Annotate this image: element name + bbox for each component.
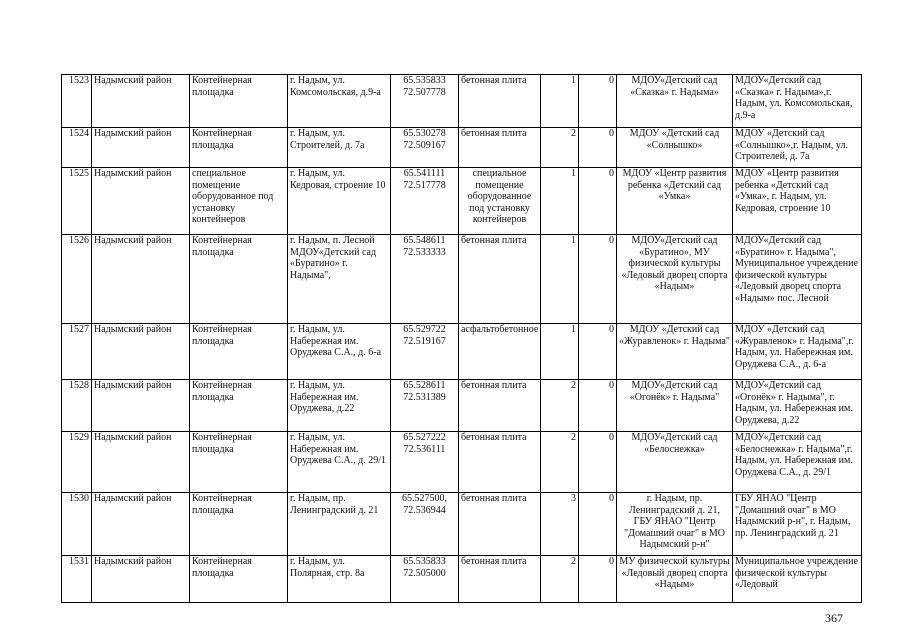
surface-cell: бетонная плита bbox=[459, 556, 541, 603]
container-count-cell: 2 bbox=[541, 128, 579, 168]
page-number: 367 bbox=[825, 611, 843, 625]
surface-cell: специальное помещение оборудованное под установку контейнеров bbox=[459, 168, 541, 235]
container-count-cell: 1 bbox=[541, 235, 579, 324]
address-cell: г. Надым, ул. Комсомольская, д.9-а bbox=[288, 75, 391, 128]
surface-cell: бетонная плита bbox=[459, 75, 541, 128]
volume-cell: 0 bbox=[579, 380, 617, 432]
surface-cell: бетонная плита bbox=[459, 493, 541, 556]
row-number: 1528 bbox=[62, 380, 92, 432]
waste-source-cell: МДОУ «Детский сад «Солнышко»,г. Надым, ул. Строителей, д. 7а bbox=[733, 128, 862, 168]
container-count-cell: 2 bbox=[541, 432, 579, 493]
row-number: 1527 bbox=[62, 324, 92, 380]
waste-source-cell: ГБУ ЯНАО "Центр "Домашний очаг" в МО Надымский р-н", г. Надым, пр. Ленинградский д. 21 bbox=[733, 493, 862, 556]
address-cell: г. Надым, п. Лесной МДОУ«Детский сад «Буратино» г. Надыма", bbox=[288, 235, 391, 324]
surface-cell: бетонная плита bbox=[459, 380, 541, 432]
table-row bbox=[62, 128, 862, 168]
table-row bbox=[62, 235, 862, 324]
district-cell: Надымский район bbox=[92, 75, 190, 128]
address-cell: г. Надым, пр. Ленинградский д. 21 bbox=[288, 493, 391, 556]
volume-cell: 0 bbox=[579, 168, 617, 235]
owner-cell: МДОУ «Центр развития ребенка «Детский сад «Умка» bbox=[617, 168, 733, 235]
site-type-cell: Контейнерная площадка bbox=[190, 235, 288, 324]
row-number: 1531 bbox=[62, 556, 92, 603]
district-cell: Надымский район bbox=[92, 493, 190, 556]
row-number: 1524 bbox=[62, 128, 92, 168]
coordinates-cell: 65.530278 72.509167 bbox=[391, 128, 459, 168]
waste-source-cell: МДОУ«Детский сад «Буратино» г. Надыма", Муниципальное учреждение физической культуры «Ледовый дворец спорта «Надым» пос. Лесной bbox=[733, 235, 862, 324]
surface-cell: бетонная плита bbox=[459, 235, 541, 324]
site-type-cell: Контейнерная площадка bbox=[190, 324, 288, 380]
volume-cell: 0 bbox=[579, 493, 617, 556]
district-cell: Надымский район bbox=[92, 168, 190, 235]
address-cell: г. Надым, ул. Набережная им. Оруджева С.А., д. 29/1 bbox=[288, 432, 391, 493]
owner-cell: МДОУ «Детский сад «Журавленок» г. Надыма" bbox=[617, 324, 733, 380]
district-cell: Надымский район bbox=[92, 128, 190, 168]
volume-cell: 0 bbox=[579, 235, 617, 324]
district-cell: Надымский район bbox=[92, 235, 190, 324]
row-number: 1529 bbox=[62, 432, 92, 493]
row-number: 1526 bbox=[62, 235, 92, 324]
surface-cell: бетонная плита bbox=[459, 128, 541, 168]
address-cell: г. Надым, ул. Строителей, д. 7а bbox=[288, 128, 391, 168]
owner-cell: МДОУ«Детский сад «Буратино», МУ физической культуры «Ледовый дворец спорта «Надым» bbox=[617, 235, 733, 324]
row-number: 1523 bbox=[62, 75, 92, 128]
table-row bbox=[62, 75, 862, 128]
district-cell: Надымский район bbox=[92, 432, 190, 493]
coordinates-cell: 65.529722 72.519167 bbox=[391, 324, 459, 380]
volume-cell: 0 bbox=[579, 75, 617, 128]
waste-source-cell: Муниципальное учреждение физической культуры «Ледовый bbox=[733, 556, 862, 603]
table-row bbox=[62, 168, 862, 235]
site-type-cell: Контейнерная площадка bbox=[190, 493, 288, 556]
container-count-cell: 2 bbox=[541, 380, 579, 432]
address-cell: г. Надым, ул. Полярная, стр. 8а bbox=[288, 556, 391, 603]
volume-cell: 0 bbox=[579, 128, 617, 168]
site-type-cell: Контейнерная площадка bbox=[190, 432, 288, 493]
container-count-cell: 1 bbox=[541, 75, 579, 128]
waste-source-cell: МДОУ «Центр развития ребенка «Детский сад «Умка», г. Надым, ул. Кедровая, строение 10 bbox=[733, 168, 862, 235]
table-row bbox=[62, 324, 862, 380]
waste-source-cell: МДОУ «Детский сад «Журавленок» г. Надыма",г. Надым, ул. Набережная им. Оруджева С.А., д. 6-а bbox=[733, 324, 862, 380]
waste-source-cell: МДОУ«Детский сад «Белоснежка» г. Надыма",г. Надым, ул. Набережная им. Оруджева С.А., д. 29/1 bbox=[733, 432, 862, 493]
container-count-cell: 1 bbox=[541, 168, 579, 235]
address-cell: г. Надым, ул. Набережная им. Оруджева, д.22 bbox=[288, 380, 391, 432]
address-cell: г. Надым, ул. Кедровая, строение 10 bbox=[288, 168, 391, 235]
coordinates-cell: 65.535833 72.507778 bbox=[391, 75, 459, 128]
district-cell: Надымский район bbox=[92, 324, 190, 380]
address-cell: г. Надым, ул. Набережная им. Оруджева С.А., д. 6-а bbox=[288, 324, 391, 380]
coordinates-cell: 65.527500, 72.536944 bbox=[391, 493, 459, 556]
container-count-cell: 2 bbox=[541, 556, 579, 603]
volume-cell: 0 bbox=[579, 556, 617, 603]
owner-cell: МДОУ«Детский сад «Огонёк» г. Надыма" bbox=[617, 380, 733, 432]
coordinates-cell: 65.541111 72.517778 bbox=[391, 168, 459, 235]
volume-cell: 0 bbox=[579, 324, 617, 380]
surface-cell: асфальтобетонное bbox=[459, 324, 541, 380]
owner-cell: МДОУ «Детский сад «Солнышко» bbox=[617, 128, 733, 168]
waste-source-cell: МДОУ«Детский сад «Огонёк» г. Надыма", г. Надым, ул. Набережная им. Оруджева, д.22 bbox=[733, 380, 862, 432]
coordinates-cell: 65.527222 72.536111 bbox=[391, 432, 459, 493]
coordinates-cell: 65.548611 72.533333 bbox=[391, 235, 459, 324]
site-type-cell: Контейнерная площадка bbox=[190, 380, 288, 432]
register-table bbox=[61, 74, 862, 603]
owner-cell: МДОУ«Детский сад «Белоснежка» bbox=[617, 432, 733, 493]
site-type-cell: специальное помещение оборудованное под установку контейнеров bbox=[190, 168, 288, 235]
container-count-cell: 3 bbox=[541, 493, 579, 556]
row-number: 1525 bbox=[62, 168, 92, 235]
container-count-cell: 1 bbox=[541, 324, 579, 380]
table-row bbox=[62, 556, 862, 603]
owner-cell: МДОУ«Детский сад «Сказка» г. Надыма» bbox=[617, 75, 733, 128]
owner-cell: МУ физической культуры «Ледовый дворец спорта «Надым» bbox=[617, 556, 733, 603]
row-number: 1530 bbox=[62, 493, 92, 556]
table-row bbox=[62, 493, 862, 556]
volume-cell: 0 bbox=[579, 432, 617, 493]
table-row bbox=[62, 432, 862, 493]
waste-source-cell: МДОУ«Детский сад «Сказка» г. Надыма»,г. Надым, ул. Комсомольская, д.9-а bbox=[733, 75, 862, 128]
site-type-cell: Контейнерная площадка bbox=[190, 128, 288, 168]
district-cell: Надымский район bbox=[92, 556, 190, 603]
site-type-cell: Контейнерная площадка bbox=[190, 556, 288, 603]
table-row bbox=[62, 380, 862, 432]
site-type-cell: Контейнерная площадка bbox=[190, 75, 288, 128]
owner-cell: г. Надым, пр. Ленинградский д. 21, ГБУ ЯНАО "Центр "Домашний очаг" в МО Надымский р-н" bbox=[617, 493, 733, 556]
district-cell: Надымский район bbox=[92, 380, 190, 432]
coordinates-cell: 65.528611 72.531389 bbox=[391, 380, 459, 432]
surface-cell: бетонная плита bbox=[459, 432, 541, 493]
coordinates-cell: 65.535833 72.505000 bbox=[391, 556, 459, 603]
